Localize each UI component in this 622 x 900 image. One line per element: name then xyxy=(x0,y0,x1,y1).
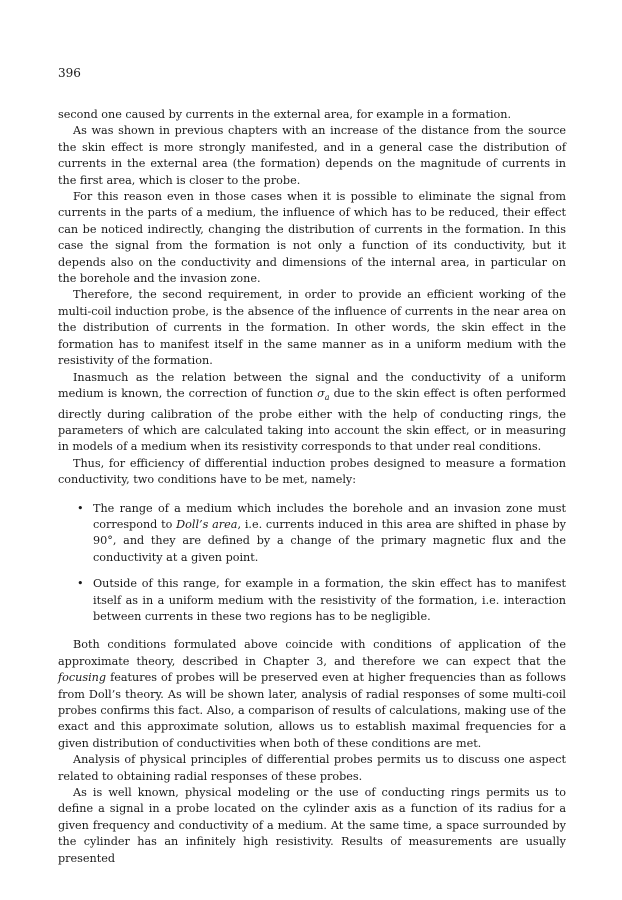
sigma-symbol: σ xyxy=(317,386,325,400)
paragraph xyxy=(58,637,566,752)
subscript: a xyxy=(324,393,330,403)
list-item-text: Outside of this range, for example in a formation, the skin effect has to manifest itself as in a uniform medium with the resistivity of the formation, i.e. interaction between currents in these two regions has to be negligible. xyxy=(93,577,566,624)
emphasis: focusing xyxy=(58,671,107,685)
bullet-icon: • xyxy=(77,577,84,591)
paragraph: As is well known, physical modeling or the use of conducting rings permits us to define a signal in a probe located on the cylinder axis as a function of its radius for a given frequency and conductivity of a medium. At the same time, a space surrounded by the cylinder has an infinitely high resistivity. Results of measurements are usually presented xyxy=(58,786,566,865)
paragraph: Analysis of physical principles of differential probes permits us to discuss one aspect related to obtaining radial responses of these probes. xyxy=(58,753,566,783)
condition-list xyxy=(58,501,566,626)
paragraph: second one caused by currents in the external area, for example in a formation. xyxy=(58,108,512,121)
list-item xyxy=(58,501,566,567)
paragraph-text: Inasmuch as the relation between the signal and the conductivity of a uniform medium is known, the correction of function xyxy=(58,370,566,400)
math-symbol xyxy=(317,386,330,403)
body-text xyxy=(58,107,566,867)
paragraph: As was shown in previous chapters with an increase of the distance from the source the skin effect is more strongly manifested, and in a general case the distribution of currents in the external area (the formation) depends on the magnitude of currents in the first area, which is closer to the probe. xyxy=(58,124,566,187)
page-number: 396 xyxy=(58,66,81,80)
paragraph xyxy=(58,370,566,456)
list-item-text: The range of a medium which includes the borehole and an invasion zone must correspond to xyxy=(93,501,566,531)
bullet-icon: • xyxy=(77,501,84,515)
paragraph: For this reason even in those cases when it is possible to eliminate the signal from currents in the parts of a medium, the influence of which has to be reduced, their effect can be noticed indirectly, changing the distribution of currents in the formation. In this case the signal from the formation is not only a function of its conductivity, but it depends also on the conductivity and dimensions of the internal area, in particular on the borehole and the invasion zone. xyxy=(58,190,566,286)
paragraph-text: Both conditions formulated above coincide with conditions of application of the approximate theory, described in Chapter 3, and therefore we can expect that the xyxy=(58,638,566,668)
paragraph-text: due to the skin effect is often performed directly during calibration of the probe either with the help of conducting rings, the parameters of which are calculated taking into account the skin effect, or in measuring in models of a medium when its resistivity corresponds to that under real conditions. xyxy=(58,386,566,454)
emphasis: Doll’s area xyxy=(176,517,238,531)
paragraph: Therefore, the second requirement, in order to provide an efficient working of the multi-coil induction probe, is the absence of the influence of currents in the near area on the distribution of currents in the formation. In other words, the skin effect in the formation has to manifest itself in the same manner as in a uniform medium with the resistivity of the formation. xyxy=(58,288,566,368)
paragraph: Thus, for efficiency of differential induction probes designed to measure a formation conductivity, two conditions have to be met, namely: xyxy=(58,456,566,487)
list-item-text: , i.e. currents induced in this area are shifted in phase by 90°, and they are defined by a change of the primary magnetic flux and the conductivity at a given point. xyxy=(93,517,566,564)
list-item xyxy=(58,576,566,625)
paragraph-text: features of probes will be preserved even at higher frequencies than as follows from Doll’s theory. As will be shown later, analysis of radial responses of some multi-coil probes confirms this fact. Also, a comparison of results of calculations, making use of the exact and this approximate solution, allows us to establish maximal frequencies for a given distribution of conductivities when both of these conditions are met. xyxy=(58,671,566,750)
